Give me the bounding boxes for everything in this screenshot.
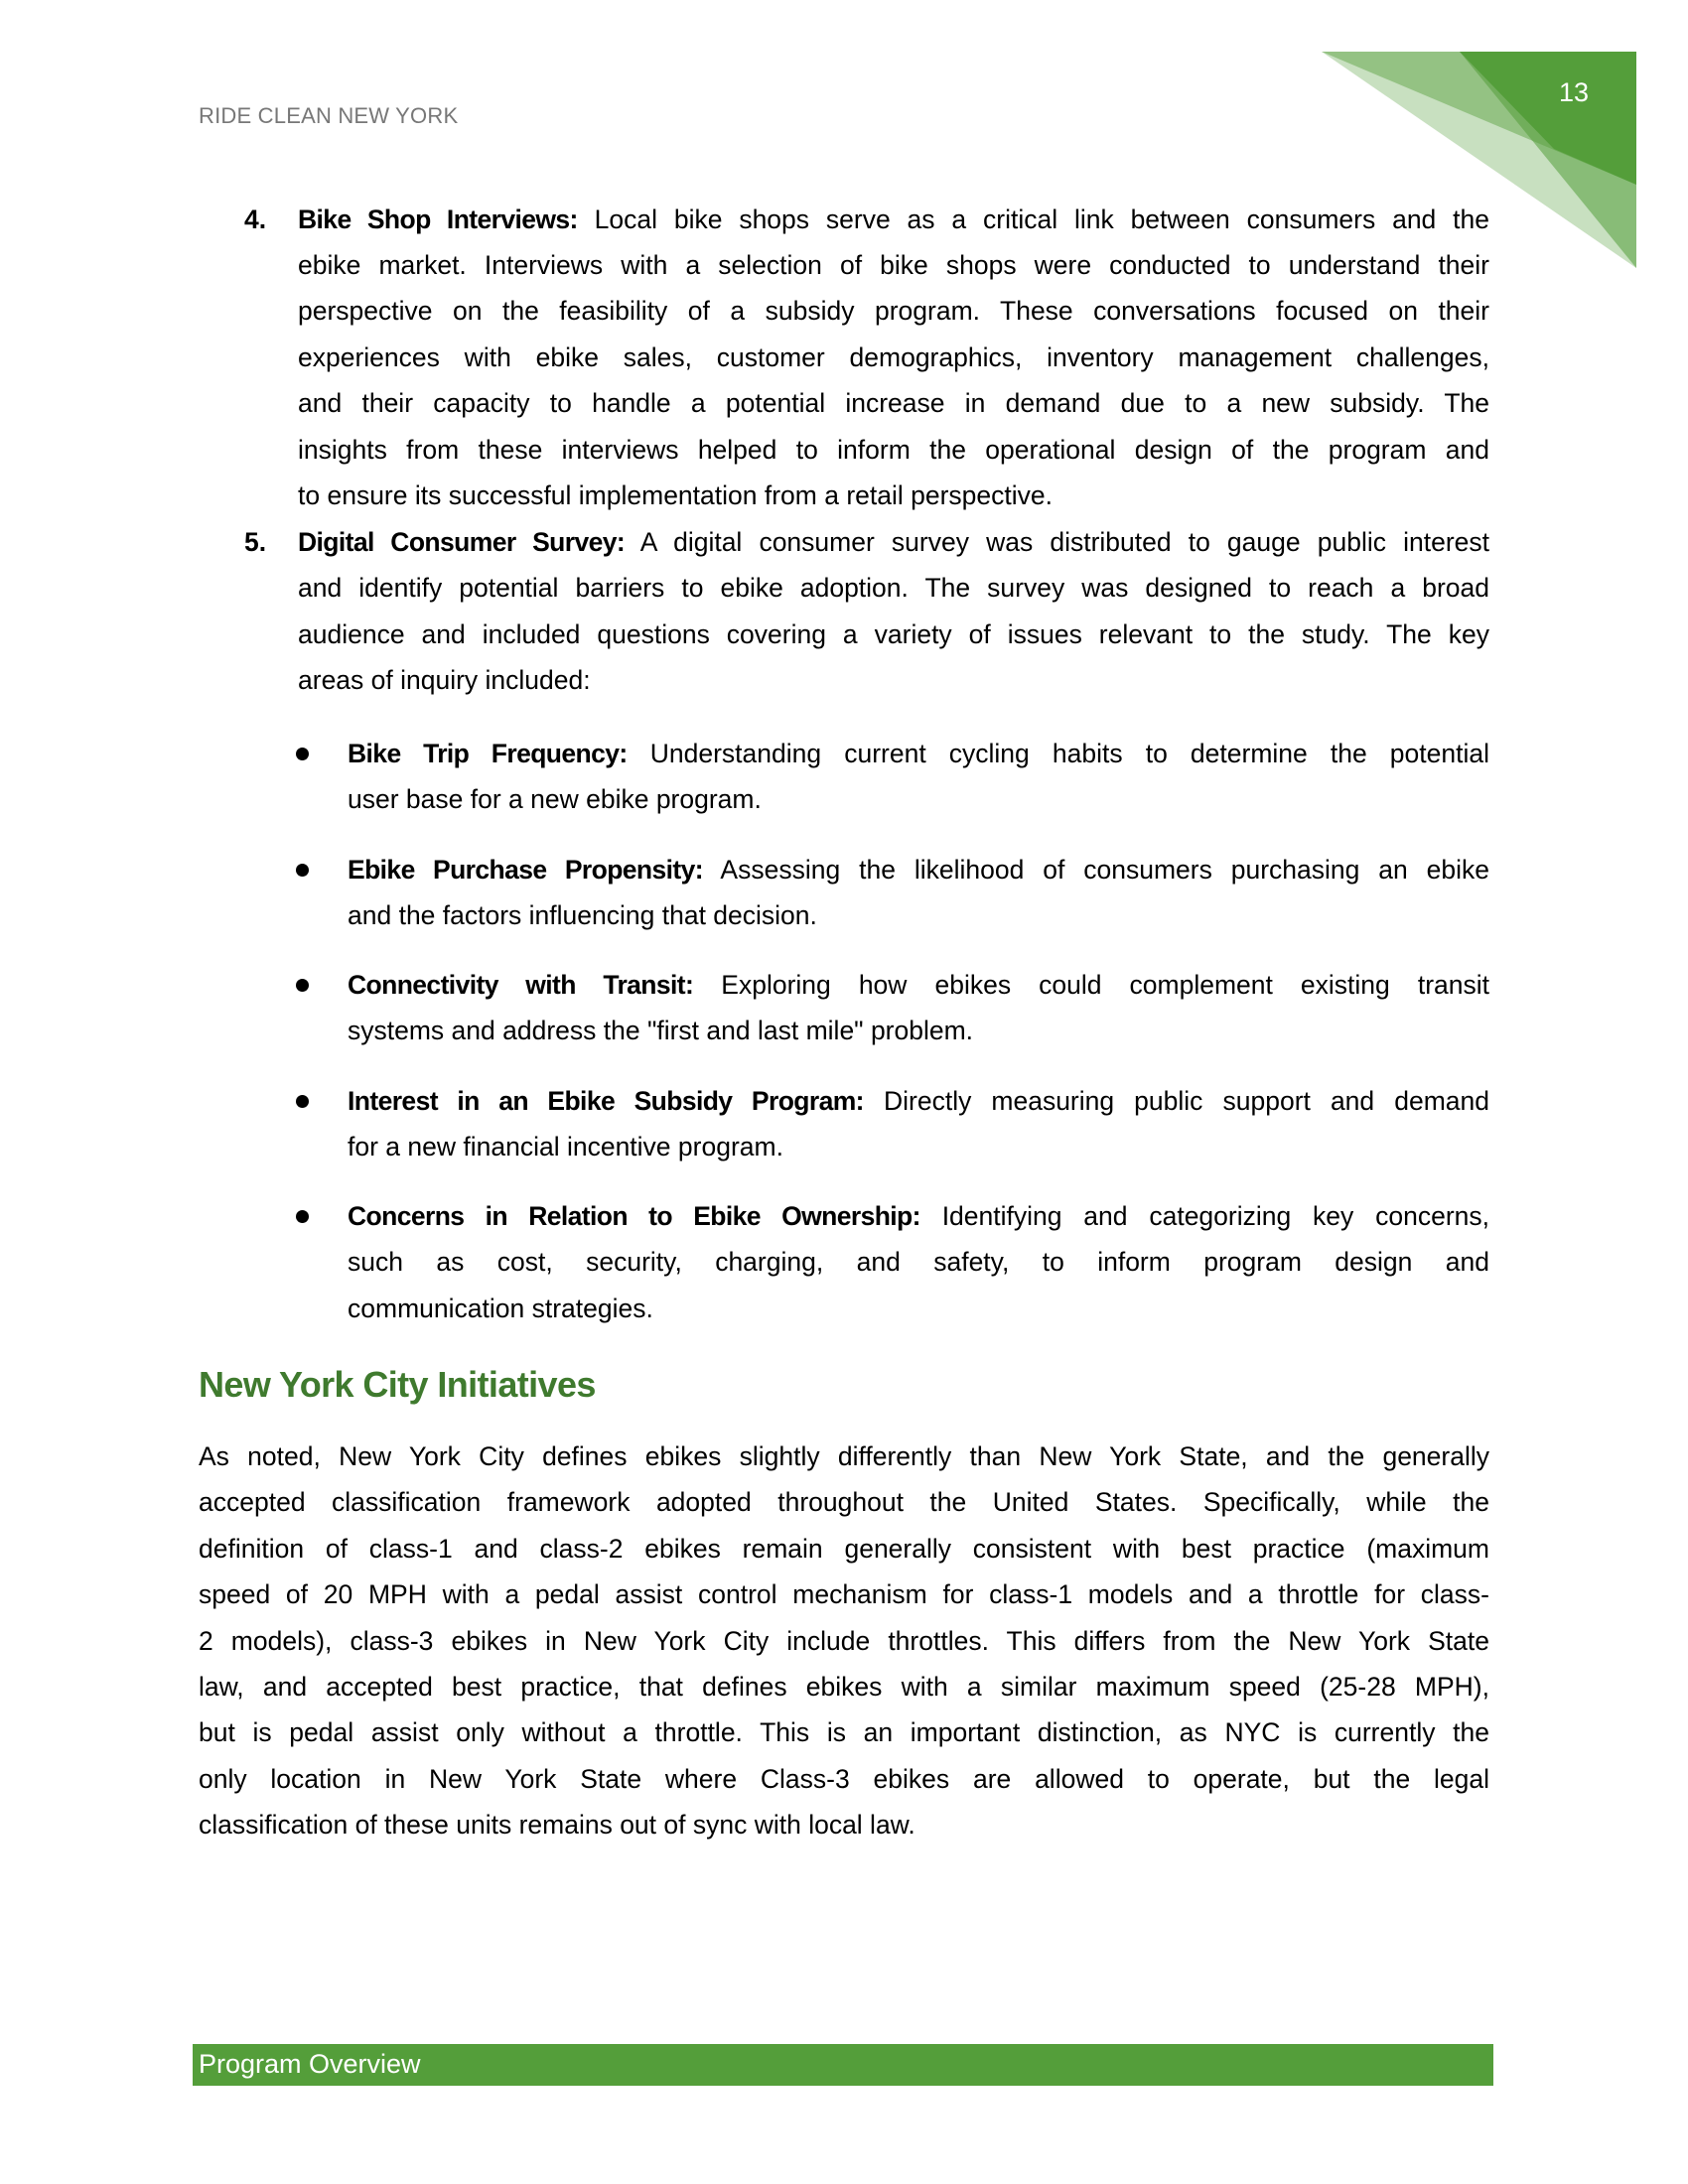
paragraph-line: 2 models), class-3 ebikes in New York City include throttles. This differs from the New York State	[199, 1626, 1489, 1656]
footer-section-label: Program Overview	[199, 2049, 421, 2079]
bullet-dot-icon	[296, 748, 309, 760]
bullet-line: systems and address the "first and last mile" problem.	[348, 1016, 974, 1045]
list-item-line: areas of inquiry included:	[298, 665, 591, 695]
running-header: RIDE CLEAN NEW YORK	[199, 103, 459, 128]
list-number: 5.	[244, 527, 267, 557]
paragraph-line: classification of these units remains out of sync with local law.	[199, 1810, 915, 1840]
bullet-line: Interest in an Ebike Subsidy Program: Directly measuring public support and demand	[348, 1086, 1489, 1116]
paragraph-line: but is pedal assist only without a throttle. This is an important distinction, as NYC is currently the	[199, 1717, 1489, 1747]
bullet-term: Interest in an Ebike Subsidy Program:	[348, 1086, 864, 1116]
paragraph-line: As noted, New York City defines ebikes slightly differently than New York State, and the generally	[199, 1441, 1489, 1471]
list-item-line: perspective on the feasibility of a subsidy program. These conversations focused on their	[298, 296, 1489, 326]
bullet-term: Ebike Purchase Propensity:	[348, 855, 703, 885]
bullet-term: Connectivity with Transit:	[348, 970, 694, 1000]
page-number: 13	[1559, 77, 1590, 107]
list-item-line: Digital Consumer Survey: A digital consumer survey was distributed to gauge public interest	[298, 527, 1489, 557]
list-number: 4.	[244, 205, 267, 234]
list-item-line: experiences with ebike sales, customer demographics, inventory management challenges,	[298, 342, 1489, 372]
paragraph-line: accepted classification framework adopted throughout the United States. Specifically, while the	[199, 1487, 1489, 1517]
bullet-term: Concerns in Relation to Ebike Ownership:	[348, 1201, 920, 1231]
bullet-term: Bike Trip Frequency:	[348, 739, 628, 768]
bullet-line: for a new financial incentive program.	[348, 1132, 783, 1161]
bullet-line: and the factors influencing that decision.	[348, 900, 817, 930]
bullet-line: Connectivity with Transit: Exploring how ebikes could complement existing transit	[348, 970, 1489, 1000]
bullet-line: user base for a new ebike program.	[348, 784, 762, 814]
paragraph-line: only location in New York State where Class-3 ebikes are allowed to operate, but the legal	[199, 1764, 1489, 1794]
paragraph-line: law, and accepted best practice, that defines ebikes with a similar maximum speed (25-28 MPH),	[199, 1672, 1489, 1702]
list-item-line: Bike Shop Interviews: Local bike shops serve as a critical link between consumers and the	[298, 205, 1489, 234]
paragraph-line: speed of 20 MPH with a pedal assist control mechanism for class-1 models and a throttle for class-	[199, 1579, 1489, 1609]
list-item-line: insights from these interviews helped to inform the operational design of the program and	[298, 435, 1489, 465]
list-term: Digital Consumer Survey:	[298, 527, 626, 557]
bullet-line: communication strategies.	[348, 1294, 653, 1323]
bullet-line: such as cost, security, charging, and safety, to inform program design and	[348, 1247, 1489, 1277]
bullet-dot-icon	[296, 1095, 309, 1108]
bullet-dot-icon	[296, 979, 309, 992]
list-item-line: ebike market. Interviews with a selection of bike shops were conducted to understand their	[298, 250, 1489, 280]
bullet-line: Bike Trip Frequency: Understanding current cycling habits to determine the potential	[348, 739, 1489, 768]
list-term: Bike Shop Interviews:	[298, 205, 578, 234]
bullet-line: Ebike Purchase Propensity: Assessing the likelihood of consumers purchasing an ebike	[348, 855, 1490, 885]
bullet-dot-icon	[296, 1210, 309, 1223]
section-heading: New York City Initiatives	[199, 1364, 596, 1405]
list-item-line: and their capacity to handle a potential increase in demand due to a new subsidy. The	[298, 388, 1489, 418]
list-item-line: audience and included questions covering a variety of issues relevant to the study. The key	[298, 619, 1489, 649]
bullet-line: Concerns in Relation to Ebike Ownership: Identifying and categorizing key concerns,	[348, 1201, 1489, 1231]
paragraph-line: definition of class-1 and class-2 ebikes remain generally consistent with best practice (maximum	[199, 1534, 1489, 1564]
bullet-dot-icon	[296, 864, 309, 877]
list-item-line: and identify potential barriers to ebike adoption. The survey was designed to reach a broad	[298, 573, 1489, 603]
list-item-line: to ensure its successful implementation from a retail perspective.	[298, 480, 1053, 510]
